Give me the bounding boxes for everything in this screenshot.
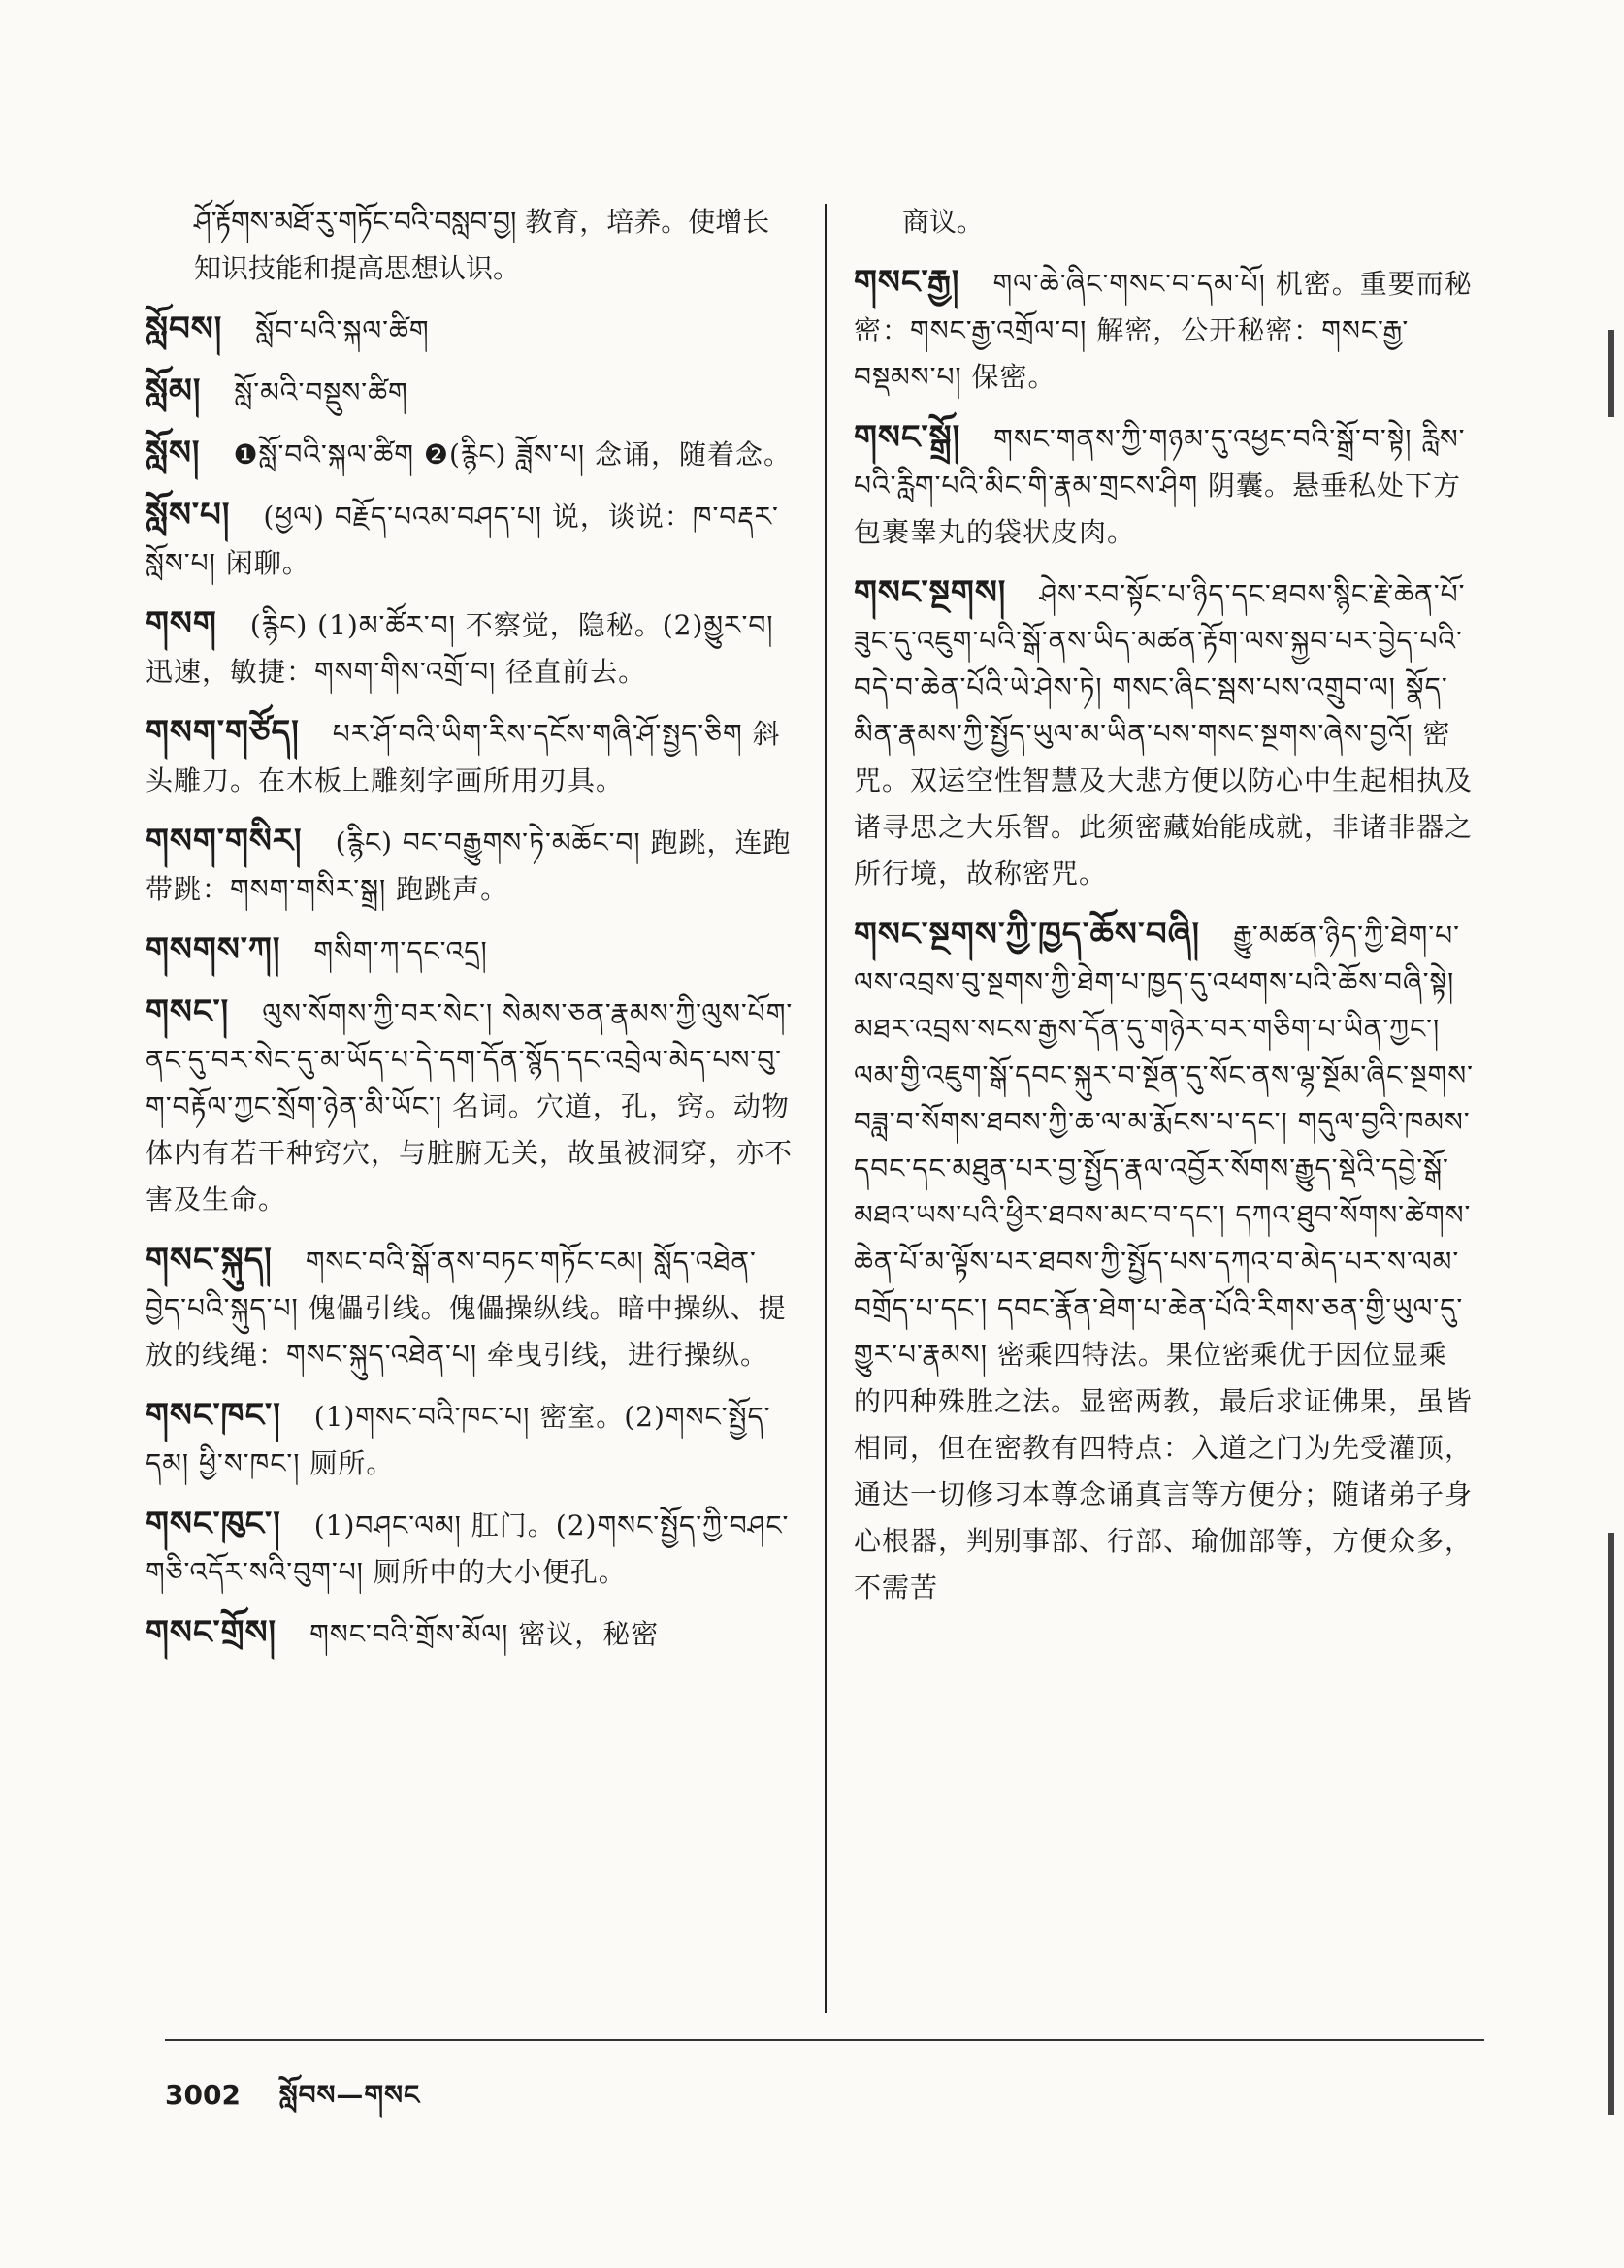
scan-margin-marks	[1585, 0, 1624, 2268]
entry-definition: པར་ཤོ་བའི་ཡིག་རིས་དངོས་གཞི་ཤོ་སྤྱད་ཅིག 斜头雕刀。在木板上雕刻字画所用刃具。	[146, 718, 781, 796]
dictionary-entry	[146, 818, 796, 913]
dictionary-entry	[854, 259, 1475, 401]
dictionary-entry	[854, 911, 1475, 1611]
entry-continuation: 商议。	[902, 206, 985, 238]
entry-definition: གསིག་ཀ་དང་འདྲ།	[313, 935, 488, 967]
entry-headword: གསགས་ཀ།	[146, 930, 281, 969]
dictionary-entry	[854, 414, 1475, 556]
margin-mark	[1608, 1533, 1614, 2115]
entry-headword: སློབས།	[146, 309, 223, 348]
dictionary-entry	[146, 492, 796, 587]
page-footer	[165, 2039, 1484, 2141]
page-range: སློབས—གསང	[278, 2079, 421, 2111]
entry-headword: གསང་།	[146, 992, 230, 1031]
dictionary-entry	[146, 1237, 796, 1378]
entry-headword: གསག་གཙོད།	[146, 713, 300, 752]
entry-definition: གལ་ཆེ་ཞིང་གསང་བ་དམ་པོ། 机密。重要而秘密：གསང་རྒྱ་འགྲོལ་བ། 解密，公开秘密：གསང་རྒྱ་བསྡམས་པ། 保密。	[854, 268, 1473, 393]
entry-definition: (1)གསང་བའི་ཁང་པ། 密室。(2)གསང་སྤྱོད་དམ། ཕྱི་ས་ཁང་། 厕所。	[146, 1401, 771, 1479]
entry-definition: (རྙིང) བང་བརྒྱུགས་ཏེ་མཆོང་བ། 跑跳，连跑带跳：གསག་གསིར་སྒྲ། 跑跳声。	[146, 826, 792, 905]
entry-definition: (རྙིང) (1)མ་ཚོར་བ། 不察觉，隐秘。(2)མྱུར་བ། 迅速，敏捷：གསག་གིས་འགྲོ་བ། 径直前去。	[146, 609, 774, 688]
dictionary-entry	[146, 709, 796, 804]
dictionary-entry	[146, 430, 796, 478]
entry-headword: སློམ།	[146, 372, 202, 410]
entry-definition: ཤེས་རབ་སྟོང་པ་ཉིད་དང་ཐབས་སྙིང་རྗེ་ཆེན་པོ་ཟུང་དུ་འཇུག་པའི་སྒོ་ནས་ཡིད་མཚན་རྟོག་ལས་སྐྱབ་པར་བྱེད་པའི་བདེ་བ་ཆེན་པོའི་ཡེ་ཤེས་ཏེ། གསང་ཞིང་སྦས་པས་འགྲུབ་ལ། སྣོད་མིན་རྣམས་ཀྱི་སྤྱོད་ཡུལ་མ་ཡིན་པས་གསང་སྔགས་ཞེས་བྱའོ། 密咒。双运空性智慧及大悲方便以防心中生起相执及诸寻思之大乐智。此须密藏始能成就，非诸非器之所行境，故称密咒。	[854, 578, 1474, 890]
entry-headword: གསང་ཁང་།	[146, 1396, 281, 1435]
entry-definition: རྒྱུ་མཚན་ཉིད་ཀྱི་ཐེག་པ་ལས་འབྲས་བུ་སྔགས་ཀྱི་ཐེག་པ་ཁྱད་དུ་འཕགས་པའི་ཆོས་བཞི་སྟེ། མཐར་འབྲས་སངས་རྒྱས་དོན་དུ་གཉེར་བར་གཅིག་པ་ཡིན་ཀྱང་། ལམ་གྱི་འཇུག་སྒོ་དབང་སྐུར་བ་སྔོན་དུ་སོང་ནས་ལྷ་སྔོམ་ཞིང་སྔགས་བཟླ་བ་སོགས་ཐབས་ཀྱི་ཆ་ལ་མ་རྨོངས་པ་དང་། གདུལ་བྱའི་ཁམས་དབང་དང་མཐུན་པར་བྱ་སྤྱོད་རྣལ་འབྱོར་སོགས་རྒྱུད་སྡེའི་དབྱེ་སྒོ་མཐའ་ཡས་པའི་ཕྱིར་ཐབས་མང་བ་དང་། དཀའ་ཐུབ་སོགས་ཚེགས་ཆེན་པོ་མ་ལྟོས་པར་ཐབས་ཀྱི་སྤྱོད་པས་དཀའ་བ་མེད་པར་ས་ལམ་བགྲོད་པ་དང་། དབང་རྣོན་ཐེག་པ་ཆེན་པོའི་རིགས་ཅན་གྱི་ཡུལ་དུ་གྱུར་པ་རྣམས། 密乘四特法。果位密乘优于因位显乘的四种殊胜之法。显密两教，最后求证佛果，虽皆相同，但在密教有四特点：入道之门为先受灌顶，通达一切修习本尊念诵真言等方便分；随诸弟子身心根器，判别事部、行部、瑜伽部等，方便众多，不需苦	[854, 920, 1475, 1604]
entry-definition: གསང་བའི་གྲོས་མོལ། 密议，秘密	[309, 1618, 660, 1650]
entry-headword: གསང་ཁུང་།	[146, 1505, 281, 1543]
entry-definition: སློ་མའི་བསྡུས་ཚིག	[234, 376, 408, 408]
entry-definition: ལུས་སོགས་ཀྱི་བར་སེང་། སེམས་ཅན་རྣམས་ཀྱི་ལུས་པོག་ནང་དུ་བར་སེང་དུ་མ་ཡོད་པ་དེ་དག་དོན་སྙོད་དང་འབྲེལ་མེད་པས་བུ་ག་བརྟོལ་ཀྱང་སྲོག་ཉེན་མི་ཡོང་། 名词。穴道，孔，窍。动物体内有若干种窍穴，与脏腑无关，故虽被洞穿，亦不害及生命。	[146, 997, 794, 1215]
dictionary-entry	[146, 368, 796, 416]
column-divider	[825, 204, 827, 2013]
entry-headword: གསག	[146, 604, 217, 643]
entry-headword: གསང་སྔགས།	[854, 573, 1007, 612]
entry-headword: སློས་པ།	[146, 496, 231, 535]
entry-headword: སློས།	[146, 434, 201, 472]
left-column	[146, 199, 796, 1671]
right-column	[854, 199, 1475, 1625]
entry-headword: གསང་སྐུད།	[146, 1241, 273, 1280]
entry-definition: གསང་བའི་སྒོ་ནས་བཏང་གཏོང་ངམ། སློད་འཐེན་བྱེད་པའི་སྐུད་པ། 傀儡引线。傀儡操纵线。暗中操纵、提放的线绳：གསང་སྐུད་འཐེན་པ། 牵曳引线，进行操纵。	[146, 1246, 787, 1371]
entry-definition: (1)བཤང་ལམ། 肛门。(2)གསང་སྤྱོད་ཀྱི་བཤང་གཅི་འདོར་སའི་བུག་པ། 厕所中的大小便孔。	[146, 1509, 790, 1588]
entry-headword: གསང་སྒྲོ།	[854, 418, 961, 457]
dictionary-entry	[854, 569, 1475, 897]
entry-headword: གསང་རྒྱ།	[854, 263, 960, 302]
entry-definition: སློབ་པའི་སྐལ་ཚིག	[255, 314, 430, 346]
dictionary-entry	[146, 988, 796, 1223]
entry-headword: གསང་སྔགས་ཀྱི་ཁྱད་ཆོས་བཞི།	[854, 915, 1201, 954]
entry-definition: གསང་གནས་ཀྱི་གཉམ་དུ་འཕྱང་བའི་སྒྲོ་བ་སྟེ། རླིས་པའི་རླིག་པའི་མིང་གི་རྣམ་གྲངས་ཤིག 阴囊。悬垂私处下方包裹睾丸的袋状皮肉。	[854, 423, 1466, 548]
dictionary-entry	[146, 1392, 796, 1487]
margin-mark	[1608, 330, 1614, 417]
dictionary-entry	[146, 306, 796, 354]
dictionary-entry	[146, 1501, 796, 1596]
entry-continuation: ཤོ་རྟོགས་མཐོ་རུ་གཏོང་བའི་བསླབ་བྱ། 教育，培养。使增长知识技能和提高思想认识。	[194, 206, 770, 284]
page-number: 3002	[165, 2079, 241, 2111]
dictionary-entry	[146, 1609, 796, 1658]
entry-definition: ❶སློ་བའི་སྐལ་ཚིག ❷(རྙིང) ཟློས་པ། 念诵，随着念。	[233, 438, 792, 470]
dictionary-entry	[146, 926, 796, 975]
entry-headword: གསག་གསིར།	[146, 822, 303, 860]
dictionary-entry	[146, 600, 796, 696]
entry-headword: གསང་གྲོས།	[146, 1613, 277, 1652]
entry-definition: (ཕྱལ) བརྗོད་པའམ་བཤད་པ། 说，谈说：ཁ་བརྡར་སློས་པ། 闲聊。	[146, 501, 779, 579]
